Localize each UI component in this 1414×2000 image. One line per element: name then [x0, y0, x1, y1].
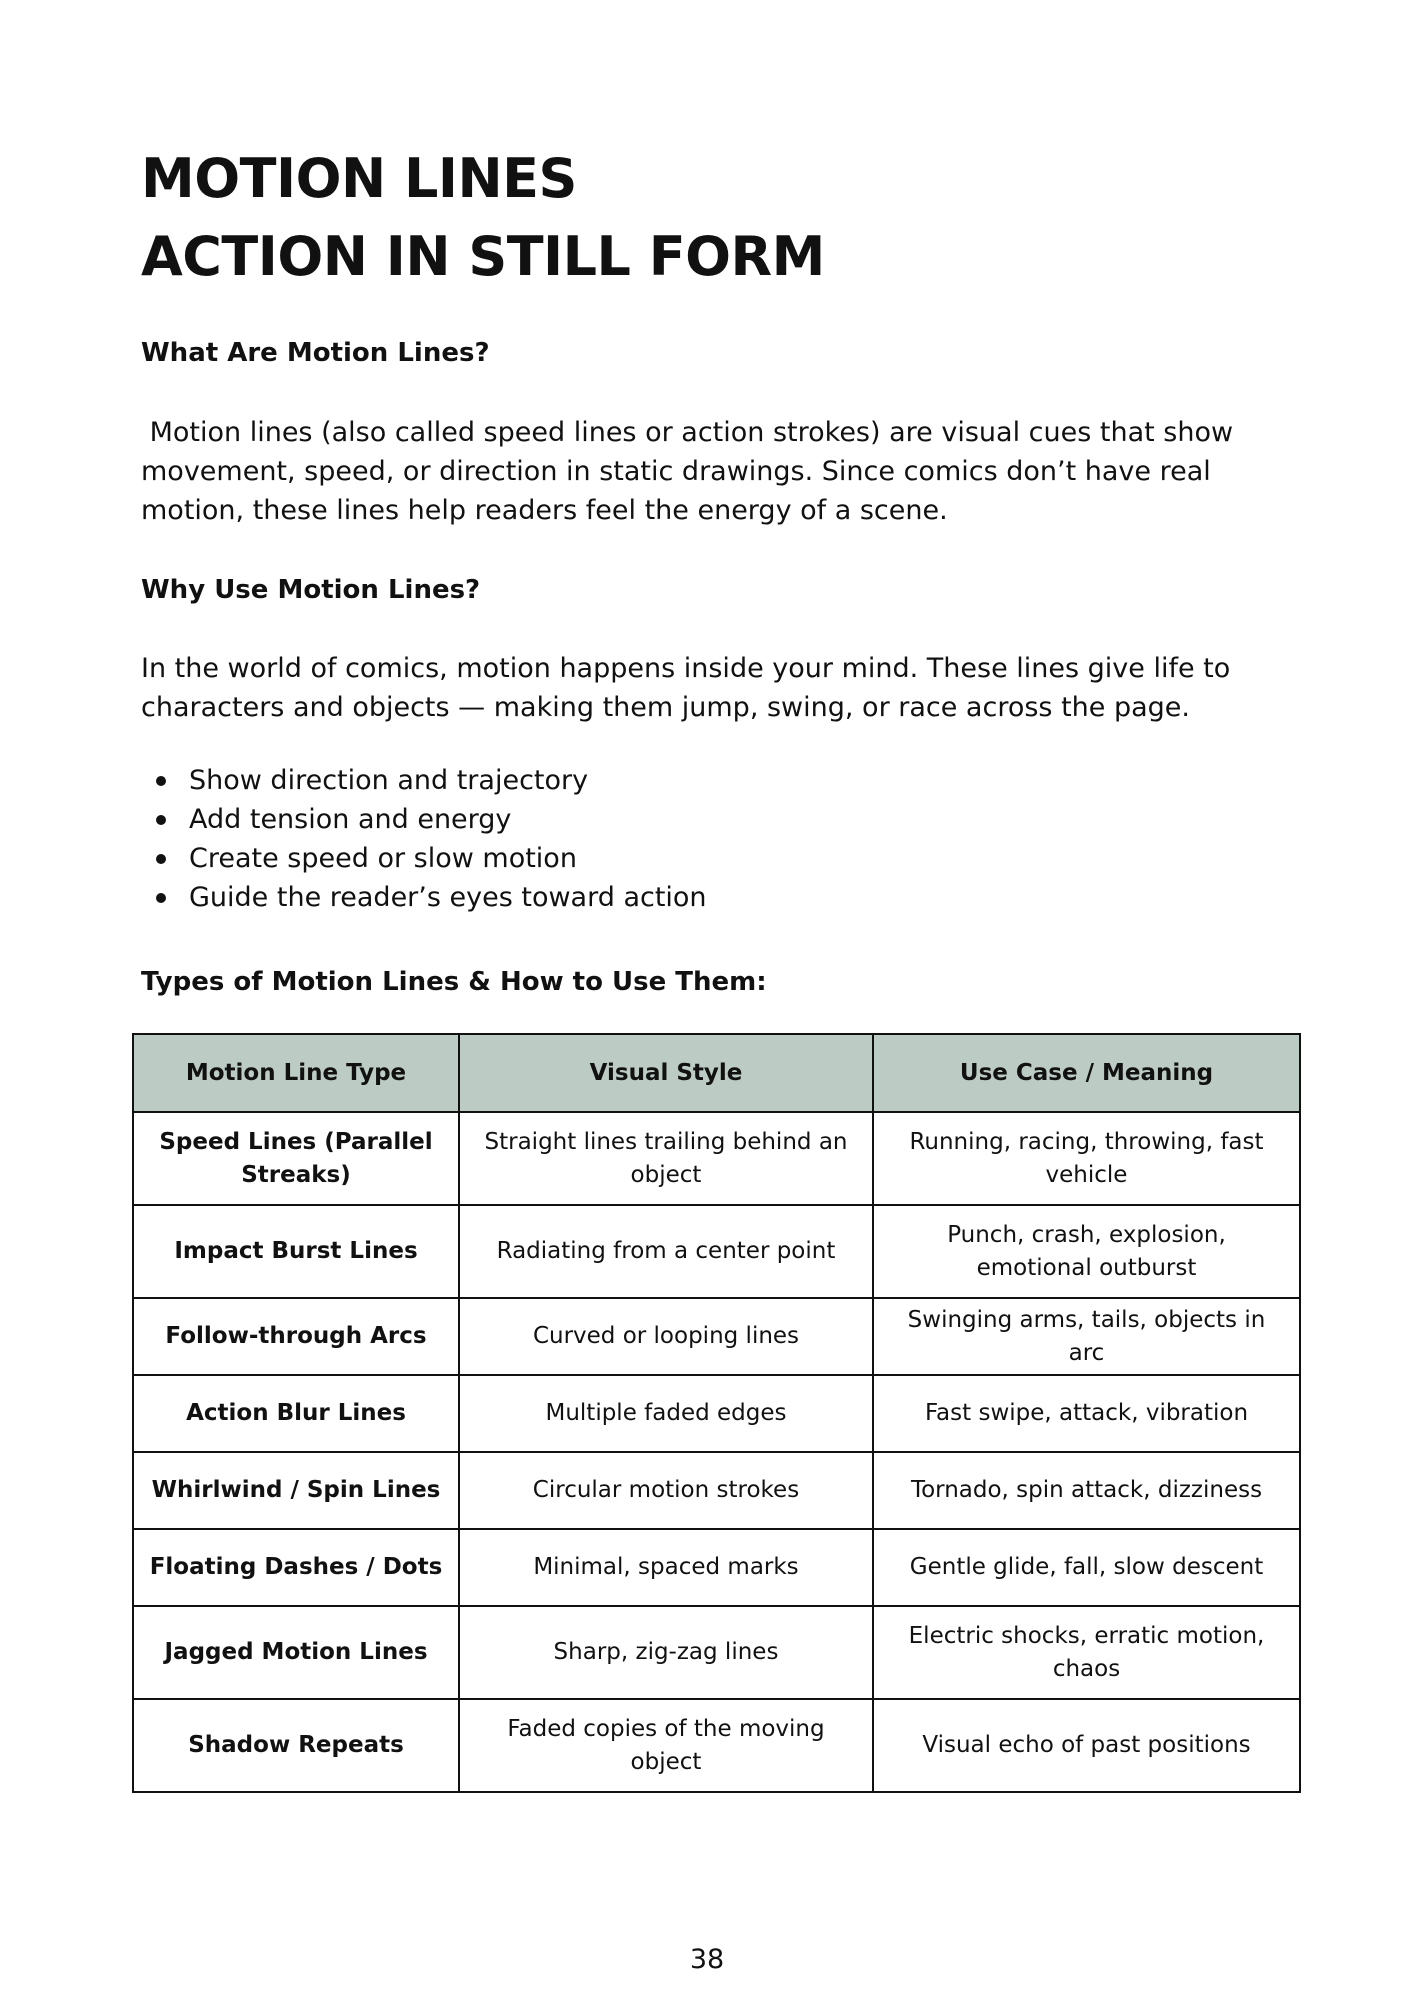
bullet-item: Create speed or slow motion — [141, 839, 707, 878]
column-header-visual-style: Visual Style — [459, 1034, 873, 1112]
cell-use-case: Fast swipe, attack, vibration — [873, 1375, 1300, 1452]
cell-use-case: Gentle glide, fall, slow descent — [873, 1529, 1300, 1606]
paragraph-what-line-3: motion, these lines help readers feel the energy of a scene. — [141, 495, 948, 526]
page-number: 38 — [689, 1944, 725, 1975]
cell-use-case: Electric shocks, erratic motion, chaos — [873, 1606, 1300, 1699]
bullet-item: Add tension and energy — [141, 800, 707, 839]
paragraph-what-line-2: movement, speed, or direction in static drawings. Since comics don’t have real — [141, 456, 1211, 487]
cell-type: Follow-through Arcs — [133, 1298, 459, 1375]
paragraph-why — [141, 649, 1291, 727]
cell-type: Whirlwind / Spin Lines — [133, 1452, 459, 1529]
cell-type: Shadow Repeats — [133, 1699, 459, 1792]
cell-type: Speed Lines (Parallel Streaks) — [133, 1112, 459, 1205]
cell-visual-style: Minimal, spaced marks — [459, 1529, 873, 1606]
paragraph-what — [141, 413, 1291, 530]
table-row — [133, 1606, 1300, 1699]
table-row — [133, 1375, 1300, 1452]
motion-line-types-table — [132, 1033, 1301, 1793]
cell-use-case: Punch, crash, explosion, emotional outburst — [873, 1205, 1300, 1298]
bullet-item: Guide the reader’s eyes toward action — [141, 878, 707, 917]
cell-type: Jagged Motion Lines — [133, 1606, 459, 1699]
cell-use-case: Running, racing, throwing, fast vehicle — [873, 1112, 1300, 1205]
cell-visual-style: Circular motion strokes — [459, 1452, 873, 1529]
table-row — [133, 1529, 1300, 1606]
cell-visual-style: Straight lines trailing behind an object — [459, 1112, 873, 1205]
table-row — [133, 1699, 1300, 1792]
cell-type: Impact Burst Lines — [133, 1205, 459, 1298]
column-header-use-case: Use Case / Meaning — [873, 1034, 1300, 1112]
table-row — [133, 1112, 1300, 1205]
page-title — [141, 140, 825, 296]
heading-what-are-motion-lines: What Are Motion Lines? — [141, 338, 490, 368]
table-row — [133, 1205, 1300, 1298]
cell-use-case: Tornado, spin attack, dizziness — [873, 1452, 1300, 1529]
title-line-1: MOTION LINES — [141, 147, 577, 210]
cell-visual-style: Faded copies of the moving object — [459, 1699, 873, 1792]
cell-type: Action Blur Lines — [133, 1375, 459, 1452]
bullet-item: Show direction and trajectory — [141, 761, 707, 800]
cell-use-case: Swinging arms, tails, objects in arc — [873, 1298, 1300, 1375]
heading-types-of-motion-lines: Types of Motion Lines & How to Use Them: — [141, 967, 767, 997]
heading-why-use-motion-lines: Why Use Motion Lines? — [141, 575, 481, 605]
table-header-row — [133, 1034, 1300, 1112]
table-row — [133, 1298, 1300, 1375]
paragraph-why-line-1: In the world of comics, motion happens inside your mind. These lines give life to — [141, 653, 1231, 684]
paragraph-why-line-2: characters and objects — making them jump, swing, or race across the page. — [141, 692, 1190, 723]
table-row — [133, 1452, 1300, 1529]
cell-visual-style: Sharp, zig-zag lines — [459, 1606, 873, 1699]
benefits-bullet-list — [141, 761, 707, 917]
cell-visual-style: Multiple faded edges — [459, 1375, 873, 1452]
cell-use-case: Visual echo of past positions — [873, 1699, 1300, 1792]
paragraph-what-line-1: Motion lines (also called speed lines or action strokes) are visual cues that show — [141, 417, 1234, 448]
cell-visual-style: Curved or looping lines — [459, 1298, 873, 1375]
column-header-type: Motion Line Type — [133, 1034, 459, 1112]
cell-visual-style: Radiating from a center point — [459, 1205, 873, 1298]
cell-type: Floating Dashes / Dots — [133, 1529, 459, 1606]
title-line-2: ACTION IN STILL FORM — [141, 225, 825, 288]
